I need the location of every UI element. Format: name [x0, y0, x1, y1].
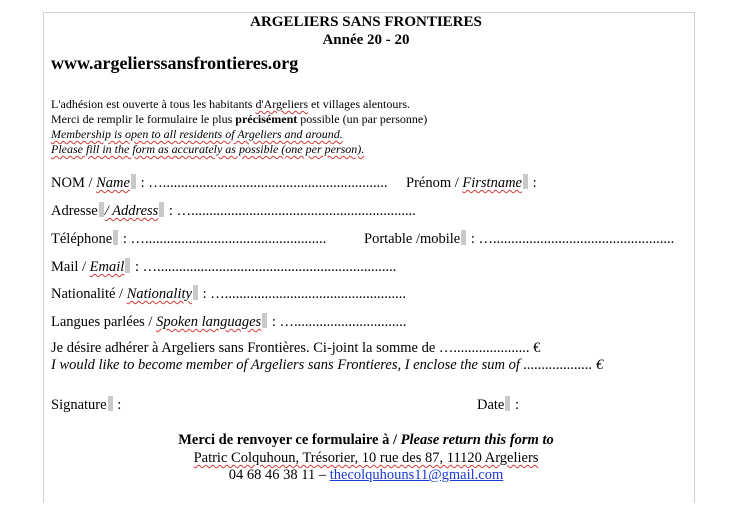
- contact-email-link[interactable]: thecolquhouns11@gmail.com: [329, 467, 504, 483]
- intro-fr2-text-end: possible (un par personne): [297, 112, 428, 126]
- mobile-label: Portable /mobile: [364, 231, 461, 247]
- field-marker: [523, 174, 528, 189]
- field-marker: [131, 174, 136, 189]
- email-label-en: Email: [89, 259, 125, 275]
- date-field-row[interactable]: [477, 396, 519, 414]
- languages-field-row[interactable]: [51, 313, 406, 331]
- intro-fr-text-end: et villages alentours.: [308, 97, 411, 111]
- intro-en-line2: Please fill in the form as accurately as possible (one per person).: [51, 142, 365, 156]
- phone-label: Téléphone: [51, 231, 113, 247]
- contact-phone: 04 68 46 38 11 –: [228, 467, 330, 483]
- phone-field-row[interactable]: [51, 230, 326, 248]
- languages-dots: : …...............................: [268, 314, 407, 330]
- intro-fr2-text: Merci de remplir le formulaire le plus: [51, 112, 236, 126]
- intro-fr-village: d'Argeliers: [255, 97, 309, 111]
- nationality-label-en: Nationality: [126, 286, 192, 302]
- mobile-field-row[interactable]: [364, 230, 674, 248]
- field-marker: [99, 202, 104, 217]
- firstname-label-en: Firstname: [462, 175, 522, 191]
- address-label: Adresse: [51, 203, 98, 219]
- intro-fr-line1: [51, 97, 410, 112]
- field-marker: [113, 230, 118, 245]
- field-marker: [262, 313, 267, 328]
- intro-en-line1: Membership is open to all residents of Argeliers and around.: [51, 127, 343, 141]
- nationality-label: Nationalité /: [51, 286, 127, 302]
- address-label-en: / Address: [104, 203, 159, 219]
- nationality-field-row[interactable]: [51, 285, 406, 303]
- return-address: Patric Colquhoun, Trésorier, 10 rue des 87, 11120 Argeliers: [193, 450, 539, 466]
- field-marker: [193, 285, 198, 300]
- nationality-dots: : …..................................................: [198, 286, 406, 302]
- form-year: Année 20 - 20: [322, 32, 410, 48]
- firstname-field-row[interactable]: [406, 174, 537, 192]
- intro-fr2-bold: précisément: [235, 112, 298, 126]
- firstname-label: Prénom /: [406, 175, 463, 191]
- field-marker: [125, 258, 130, 273]
- field-marker: [108, 396, 113, 411]
- name-field-row[interactable]: [51, 174, 388, 192]
- name-label-en: Name: [96, 175, 130, 191]
- languages-label: Langues parlées /: [51, 314, 157, 330]
- languages-label-en: Spoken languages: [156, 314, 262, 330]
- intro-fr-line2: [51, 112, 427, 127]
- mobile-dots: : …..................................................: [467, 231, 675, 247]
- date-label: Date: [477, 397, 505, 413]
- email-label: Mail /: [51, 259, 90, 275]
- phone-dots: : …..................................................: [119, 231, 327, 247]
- return-en: Please return this form to: [400, 432, 554, 448]
- membership-statement-fr: Je désire adhérer à Argeliers sans Frontières. Ci-joint la somme de …..................... €: [51, 340, 541, 356]
- email-dots: : …..................................................................: [131, 259, 397, 275]
- return-fr: Merci de renvoyer ce formulaire à /: [178, 432, 401, 448]
- firstname-dots: :: [529, 175, 537, 191]
- field-marker: [159, 202, 164, 217]
- email-field-row[interactable]: [51, 258, 396, 276]
- address-field-row[interactable]: [51, 202, 416, 220]
- field-marker: [505, 396, 510, 411]
- address-dots: : …..............................................................: [165, 203, 416, 219]
- website-url: www.argelierssansfrontieres.org: [51, 53, 299, 73]
- form-title: ARGELIERS SANS FRONTIERES: [250, 14, 482, 30]
- signature-dots: :: [113, 397, 122, 413]
- signature-label: Signature: [51, 397, 107, 413]
- contact-line: [0, 467, 732, 484]
- name-label: NOM /: [51, 175, 97, 191]
- membership-statement-en: I would like to become member of Argeliers sans Frontieres, I enclose the sum of ................... €: [51, 357, 604, 373]
- intro-fr-text: L'adhésion est ouverte à tous les habitants: [51, 97, 256, 111]
- signature-field-row[interactable]: [51, 396, 121, 414]
- date-dots: :: [511, 397, 520, 413]
- name-dots: : …..............................................................: [136, 175, 388, 191]
- field-marker: [461, 230, 466, 245]
- return-instruction: [0, 432, 732, 449]
